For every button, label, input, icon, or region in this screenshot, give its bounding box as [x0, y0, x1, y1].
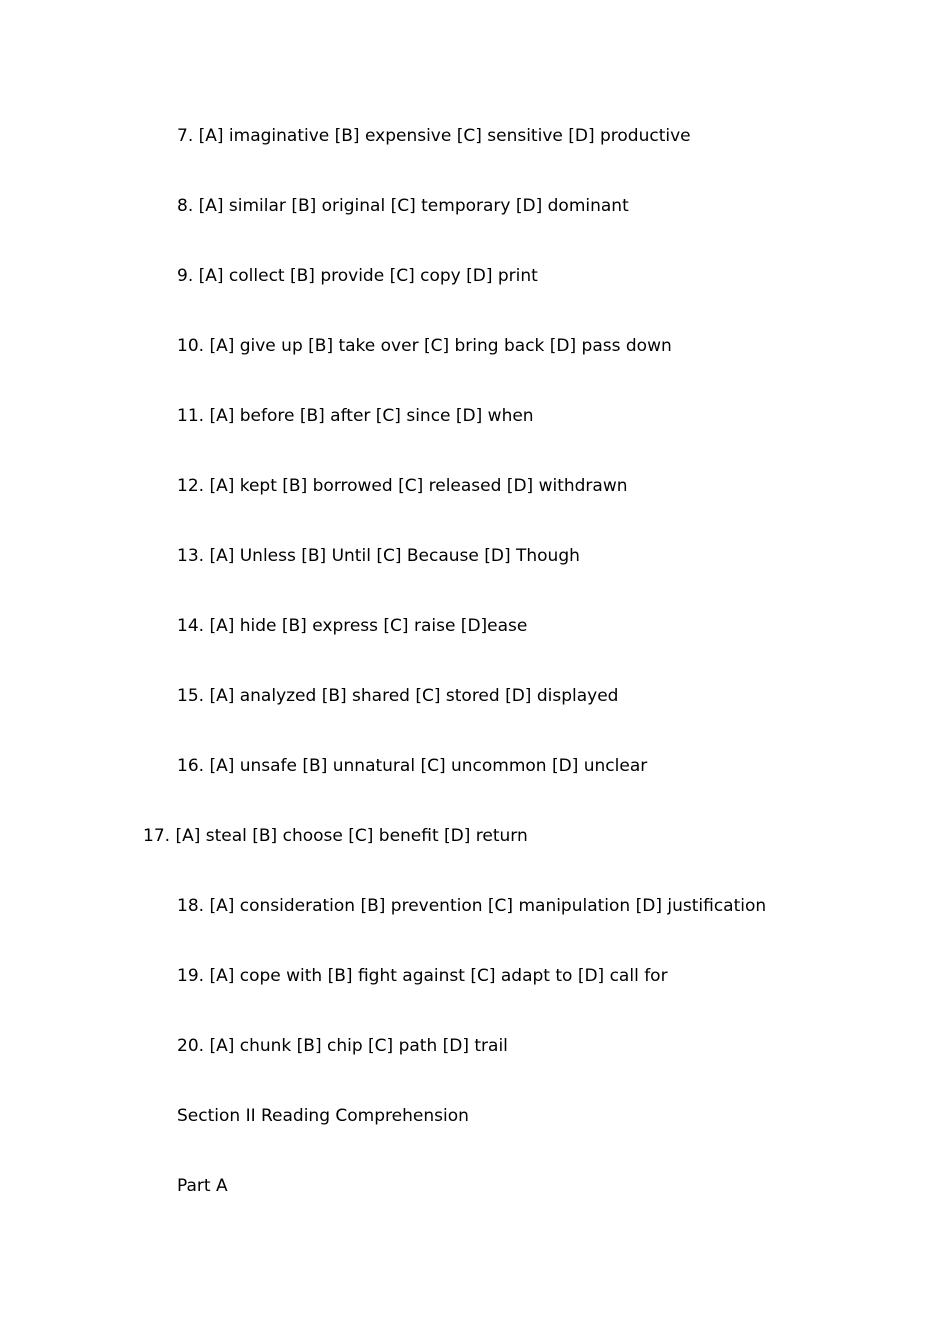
- question-11-options: 11. [A] before [B] after [C] since [D] when: [177, 406, 534, 426]
- question-10-options: 10. [A] give up [B] take over [C] bring back [D] pass down: [177, 336, 672, 356]
- question-14-options: 14. [A] hide [B] express [C] raise [D]ease: [177, 616, 528, 636]
- section-heading: Section II Reading Comprehension: [177, 1106, 469, 1126]
- question-19-options: 19. [A] cope with [B] fight against [C] adapt to [D] call for: [177, 966, 668, 986]
- question-20-options: 20. [A] chunk [B] chip [C] path [D] trail: [177, 1036, 508, 1056]
- question-18-options: 18. [A] consideration [B] prevention [C] manipulation [D] justification: [177, 896, 767, 916]
- question-17-options: 17. [A] steal [B] choose [C] benefit [D] return: [143, 826, 528, 846]
- question-12-options: 12. [A] kept [B] borrowed [C] released [D] withdrawn: [177, 476, 628, 496]
- question-13-options: 13. [A] Unless [B] Until [C] Because [D] Though: [177, 546, 580, 566]
- question-15-options: 15. [A] analyzed [B] shared [C] stored [D] displayed: [177, 686, 619, 706]
- part-heading: Part A: [177, 1176, 228, 1196]
- question-8-options: 8. [A] similar [B] original [C] temporary [D] dominant: [177, 196, 629, 216]
- question-7-options: 7. [A] imaginative [B] expensive [C] sensitive [D] productive: [177, 126, 691, 146]
- question-16-options: 16. [A] unsafe [B] unnatural [C] uncommon [D] unclear: [177, 756, 648, 776]
- question-9-options: 9. [A] collect [B] provide [C] copy [D] print: [177, 266, 538, 286]
